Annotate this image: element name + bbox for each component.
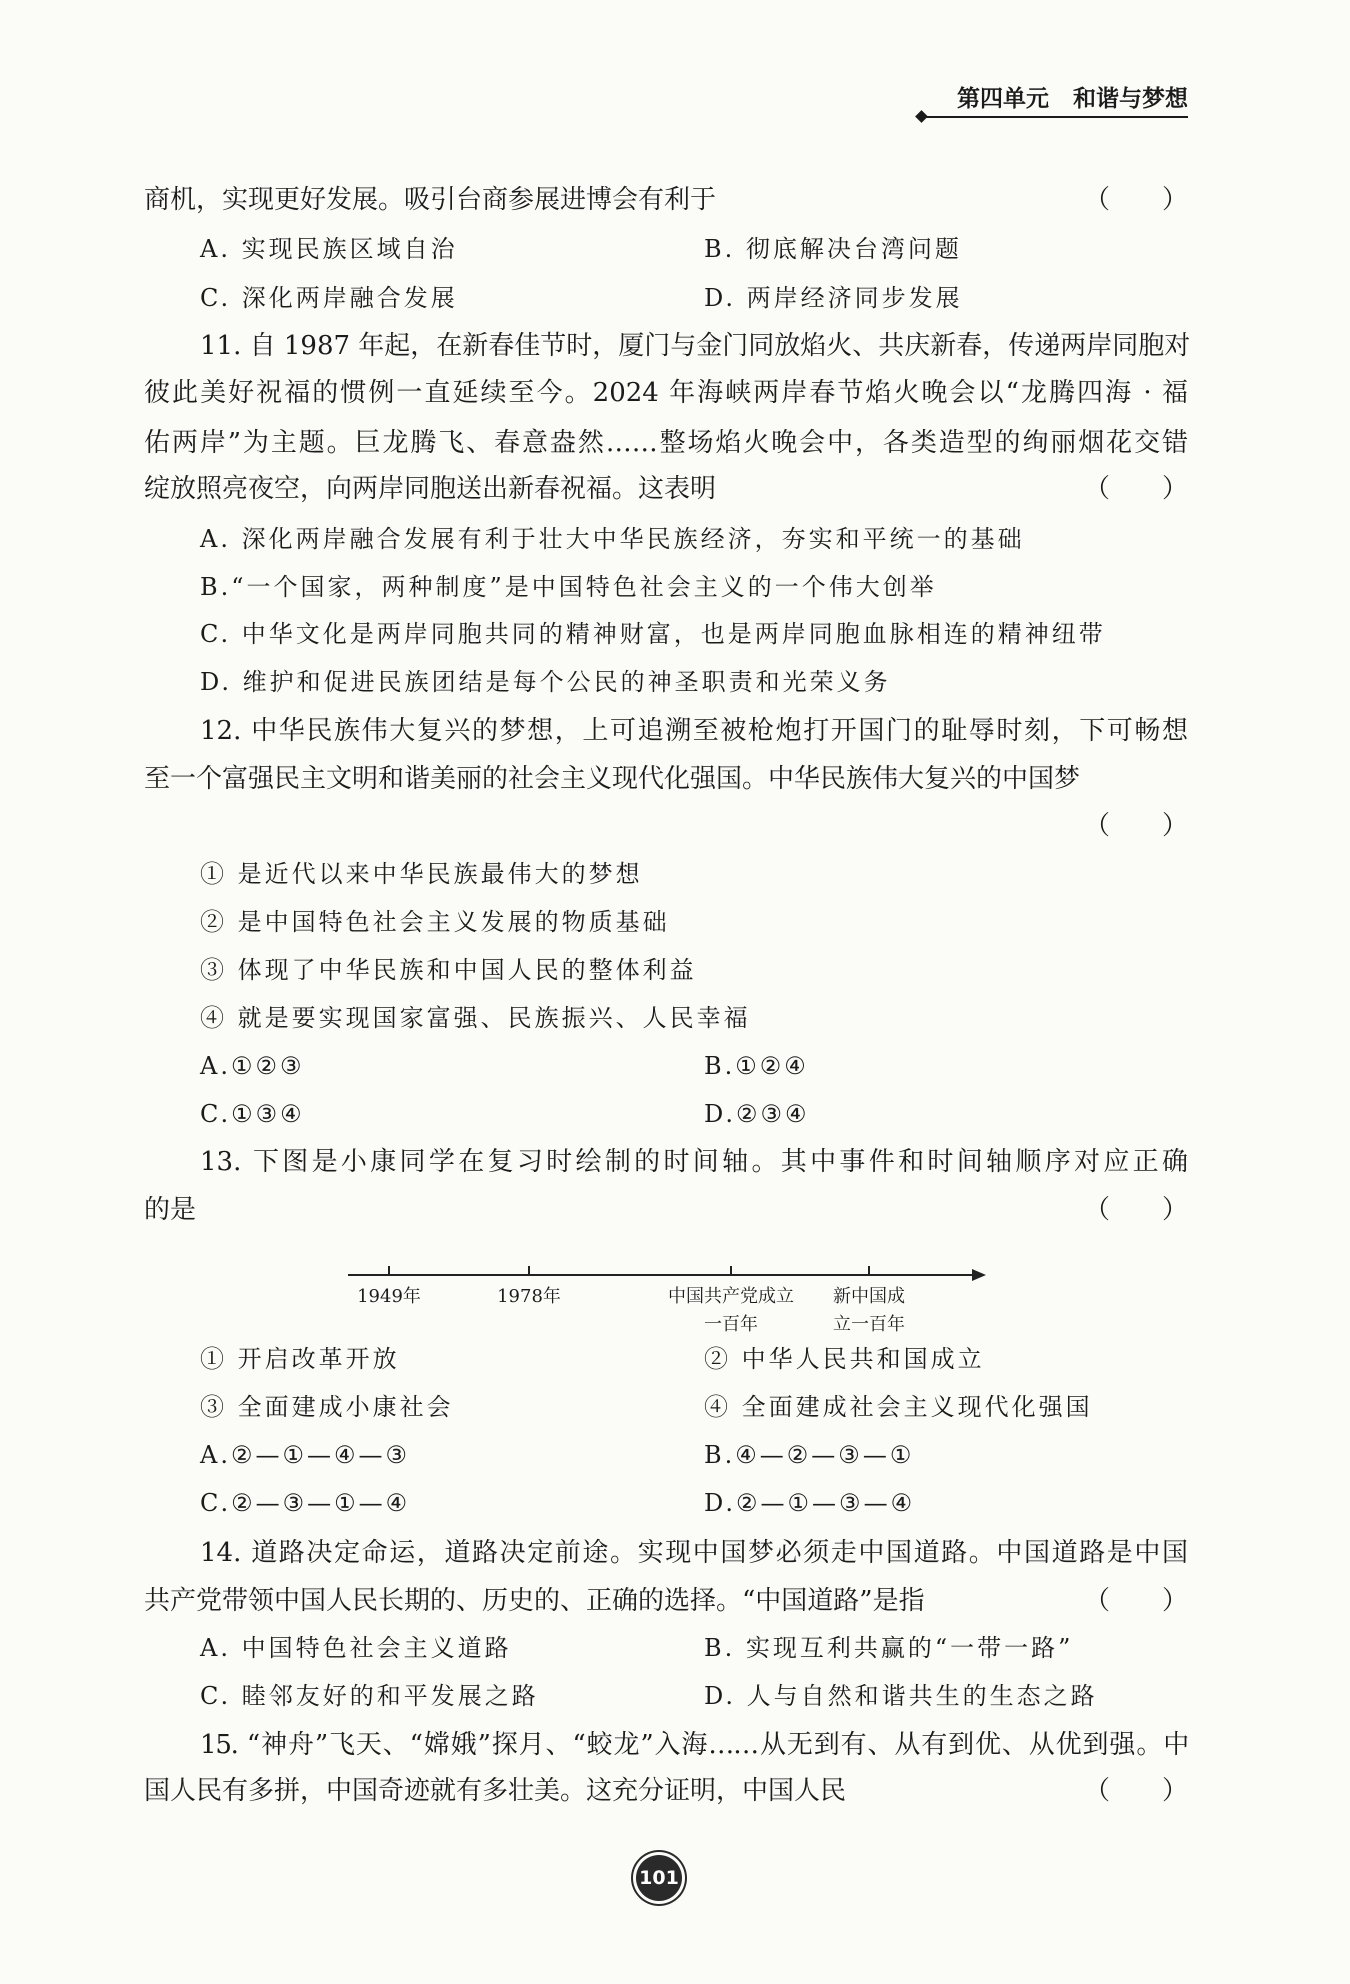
- q13-answer-bracket: （ ）: [1083, 1195, 1188, 1225]
- q14-stem-line: 共产党带领中国人民长期的、历史的、正确的选择。“中国道路”是指: [144, 1586, 925, 1616]
- q13-statement-3: ③ 全面建成小康社会: [200, 1393, 454, 1421]
- timeline-label-line: 一百年: [704, 1314, 758, 1335]
- unit-title: 和谐与梦想: [1073, 86, 1188, 112]
- q15-stem-line: 国人民有多拼，中国奇迹就有多壮美。这充分证明，中国人民: [144, 1776, 847, 1806]
- q11-stem-line: 11. 自 1987 年起，在新春佳节时，厦门与金门同放焰火、共庆新春，传递两岸同胞对: [200, 331, 1191, 361]
- q14-option-a: A. 中国特色社会主义道路: [200, 1634, 512, 1662]
- q12-stem-line: 12. 中华民族伟大复兴的梦想，上可追溯至被枪炮打开国门的耻辱时刻，下可畅想: [200, 716, 1188, 746]
- q10-option-d: D. 两岸经济同步发展: [704, 284, 963, 312]
- q10-answer-bracket: （ ）: [1083, 185, 1188, 215]
- q14-option-c: C. 睦邻友好的和平发展之路: [200, 1682, 539, 1710]
- q14-answer-bracket: （ ）: [1083, 1586, 1188, 1616]
- timeline-axis: [348, 1274, 976, 1276]
- q11-stem-line: 彼此美好祝福的惯例一直延续至今。2024 年海峡两岸春节焰火晚会以“龙腾四海 · 福: [144, 378, 1188, 408]
- timeline-tick: [868, 1266, 870, 1275]
- header-rule: [925, 116, 1188, 118]
- q13-statement-2: ② 中华人民共和国成立: [704, 1345, 985, 1373]
- q13-stem-line: 的是: [144, 1195, 197, 1225]
- q11-option-a: A. 深化两岸融合发展有利于壮大中华民族经济，夯实和平统一的基础: [200, 525, 1025, 553]
- timeline-label-1978: [444, 1283, 614, 1311]
- q12-option-b: B.①②④: [704, 1052, 809, 1080]
- q11-stem-line: 绽放照亮夜空，向两岸同胞送出新春祝福。这表明: [144, 474, 717, 504]
- q13-option-b: B.④—②—③—①: [704, 1441, 915, 1469]
- q12-option-d: D.②③④: [704, 1100, 810, 1128]
- q10-option-c: C. 深化两岸融合发展: [200, 284, 458, 312]
- q14-option-d: D. 人与自然和谐共生的生态之路: [704, 1682, 1098, 1710]
- running-header: [957, 84, 1188, 114]
- q11-option-d: D. 维护和促进民族团结是每个公民的神圣职责和光荣义务: [200, 668, 891, 696]
- q13-stem-line: 13. 下图是小康同学在复习时绘制的时间轴。其中事件和时间轴顺序对应正确: [200, 1147, 1188, 1177]
- q10-option-b: B. 彻底解决台湾问题: [704, 235, 962, 263]
- q12-statement-4: ④ 就是要实现国家富强、民族振兴、人民幸福: [200, 1004, 751, 1032]
- q13-option-c: C.②—③—①—④: [200, 1489, 411, 1517]
- page-number-badge: 101: [636, 1855, 682, 1901]
- q12-statement-3: ③ 体现了中华民族和中国人民的整体利益: [200, 956, 697, 984]
- q11-option-c: C. 中华文化是两岸同胞共同的精神财富，也是两岸同胞血脉相连的精神纽带: [200, 620, 1106, 648]
- q13-statement-1: ① 开启改革开放: [200, 1345, 400, 1373]
- timeline-label-line: 新中国成: [833, 1286, 905, 1307]
- timeline-label-line: 1949年: [357, 1286, 421, 1307]
- arrow-right-icon: [972, 1269, 986, 1281]
- timeline-diagram: [348, 1255, 998, 1351]
- timeline-label-line: 立一百年: [833, 1314, 905, 1335]
- q13-statement-4: ④ 全面建成社会主义现代化强国: [704, 1393, 1093, 1421]
- q12-stem-line: 至一个富强民主文明和谐美丽的社会主义现代化强国。中华民族伟大复兴的中国梦: [144, 764, 1081, 794]
- timeline-tick: [528, 1266, 530, 1275]
- q13-option-d: D.②—①—③—④: [704, 1489, 916, 1517]
- q11-option-b: B.“一个国家，两种制度”是中国特色社会主义的一个伟大创举: [200, 573, 937, 601]
- q12-statement-1: ① 是近代以来中华民族最伟大的梦想: [200, 860, 643, 888]
- q12-option-a: A.①②③: [200, 1052, 305, 1080]
- timeline-label-line: 1978年: [497, 1286, 561, 1307]
- q10-option-a: A. 实现民族区域自治: [200, 235, 458, 263]
- timeline-tick: [730, 1266, 732, 1275]
- q12-statement-2: ② 是中国特色社会主义发展的物质基础: [200, 908, 670, 936]
- timeline-label-prc-centenary: [784, 1283, 954, 1339]
- q14-option-b: B. 实现互利共赢的“一带一路”: [704, 1634, 1074, 1662]
- q12-answer-bracket: （ ）: [1083, 811, 1188, 841]
- q11-answer-bracket: （ ）: [1083, 474, 1188, 504]
- timeline-label-line: 中国共产党成立: [668, 1286, 794, 1307]
- q14-stem-line: 14. 道路决定命运，道路决定前途。实现中国梦必须走中国道路。中国道路是中国: [200, 1538, 1188, 1568]
- q15-stem-line: 15. “神舟”飞天、“嫦娥”探月、“蛟龙”入海……从无到有、从有到优、从优到强。中: [200, 1730, 1188, 1760]
- q11-stem-line: 佑两岸”为主题。巨龙腾飞、春意盎然……整场焰火晚会中，各类造型的绚丽烟花交错: [144, 428, 1188, 458]
- q10-stem-line: 商机，实现更好发展。吸引台商参展进博会有利于: [144, 185, 717, 215]
- q13-option-a: A.②—①—④—③: [200, 1441, 411, 1469]
- unit-label: 第四单元: [957, 86, 1049, 112]
- q12-option-c: C.①③④: [200, 1100, 305, 1128]
- q15-answer-bracket: （ ）: [1083, 1776, 1188, 1806]
- timeline-tick: [388, 1266, 390, 1275]
